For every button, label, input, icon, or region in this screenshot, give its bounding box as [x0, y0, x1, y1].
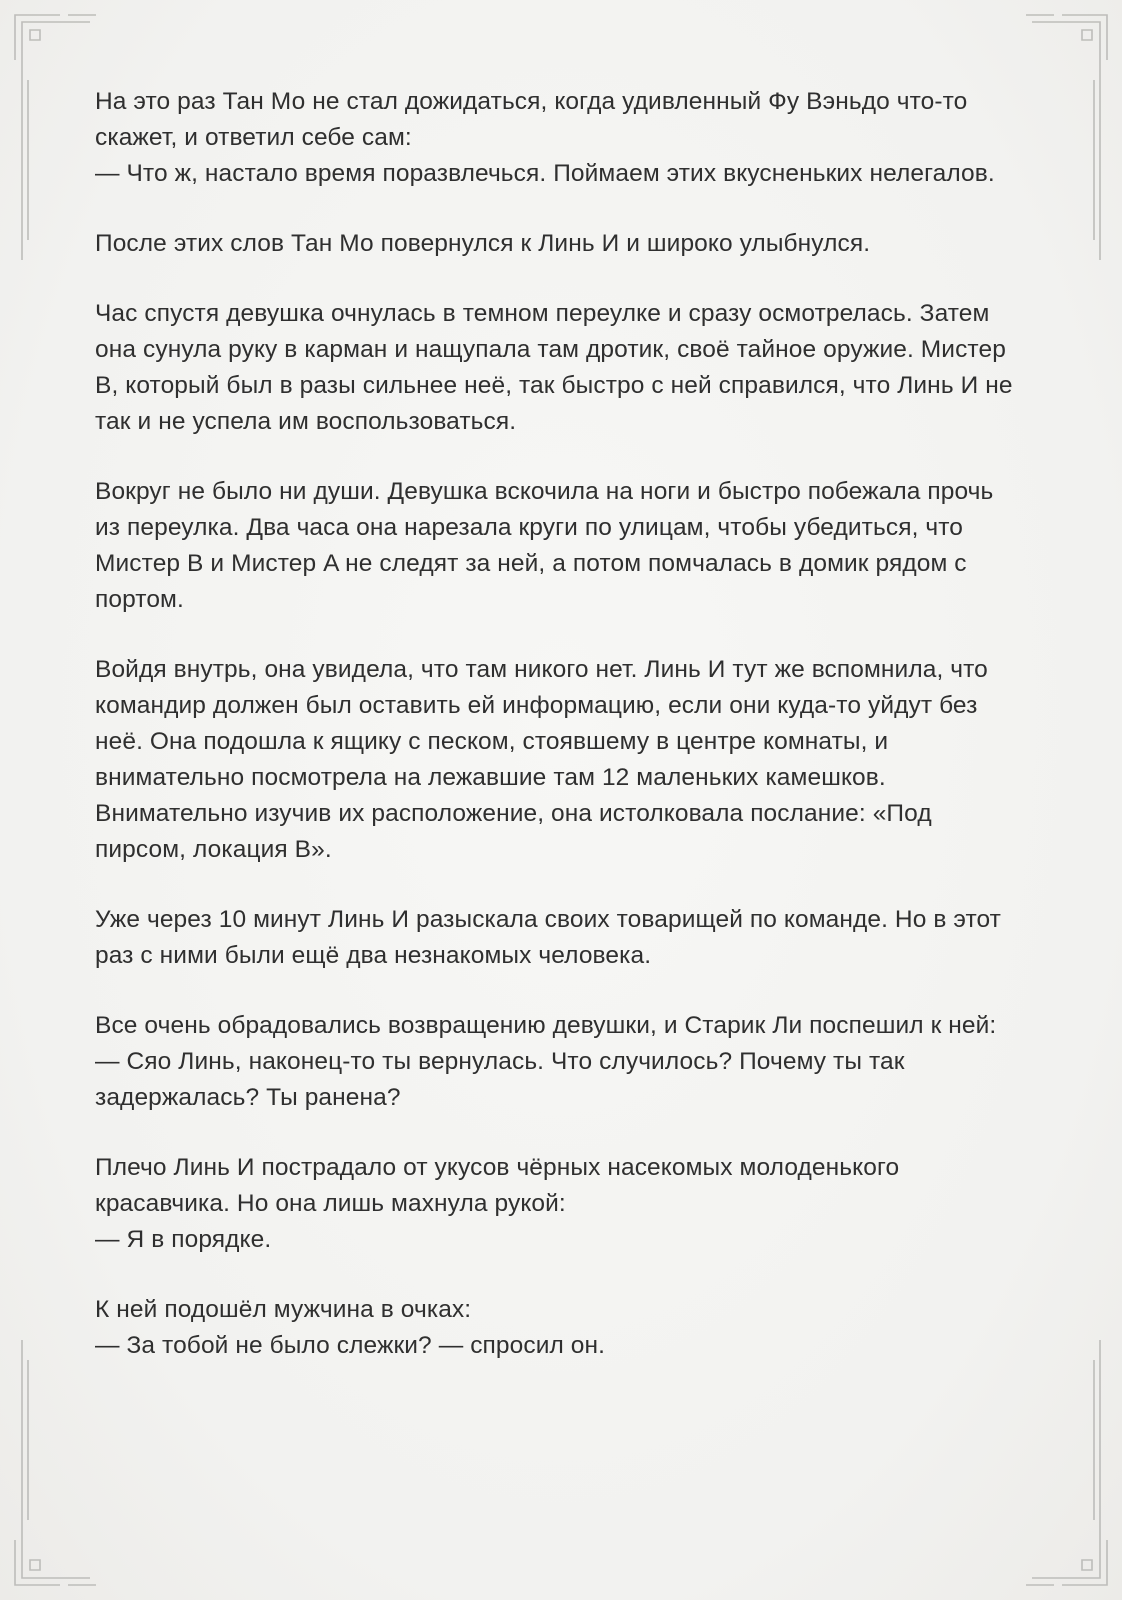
corner-ornament-top-right: [1026, 15, 1107, 260]
paragraph: Уже через 10 минут Линь И разыскала своих товарищей по команде. Но в этот раз с ними были ещё два незнакомых человека.: [95, 906, 1001, 969]
corner-ornament-bottom-right: [1026, 1340, 1107, 1585]
corner-ornament-bottom-left: [15, 1340, 96, 1585]
paragraph: На это раз Тан Мо не стал дожидаться, когда удивленный Фу Вэньдо что-то скажет, и ответил себе сам: — Что ж, настало время поразвлечься. Поймаем этих вкусненьких нелегалов.: [95, 88, 995, 187]
paragraph: Войдя внутрь, она увидела, что там никого нет. Линь И тут же вспомнила, что командир должен был оставить ей информацию, если они куда-то уйдут без неё. Она подошла к ящику с песком, стоявшему в центре комнаты, и внимательно посмотрела на лежавшие там 12 маленьких камешков. Внимательно изучив их расположение, она истолковала послание: «Под пирсом, локация B».: [95, 656, 988, 863]
paragraph: Все очень обрадовались возвращению девушки, и Старик Ли поспешил к ней: — Сяо Линь, наконец-то ты вернулась. Что случилось? Почему ты так задержалась? Ты ранена?: [95, 1012, 997, 1111]
paragraph: Час спустя девушка очнулась в темном переулке и сразу осмотрелась. Затем она сунула руку в карман и нащупала там дротик, своё тайное оружие. Мистер B, который был в разы сильнее неё, так быстро с ней справился, что Линь И не так и не успела им воспользоваться.: [95, 300, 1013, 435]
corner-ornament-top-left: [15, 15, 96, 260]
document-body: [95, 84, 1025, 1398]
paragraph: К ней подошёл мужчина в очках: — За тобой не было слежки? — спросил он.: [95, 1296, 606, 1359]
paragraph: После этих слов Тан Мо повернулся к Линь И и широко улыбнулся.: [95, 230, 871, 257]
paragraph: Плечо Линь И пострадало от укусов чёрных насекомых молоденького красавчика. Но она лишь махнула рукой: — Я в порядке.: [95, 1154, 900, 1253]
paragraph: Вокруг не было ни души. Девушка вскочила на ноги и быстро побежала прочь из переулка. Два часа она нарезала круги по улицам, чтобы убедиться, что Мистер B и Мистер A не следят за ней, а потом помчалась в домик рядом с портом.: [95, 478, 994, 613]
